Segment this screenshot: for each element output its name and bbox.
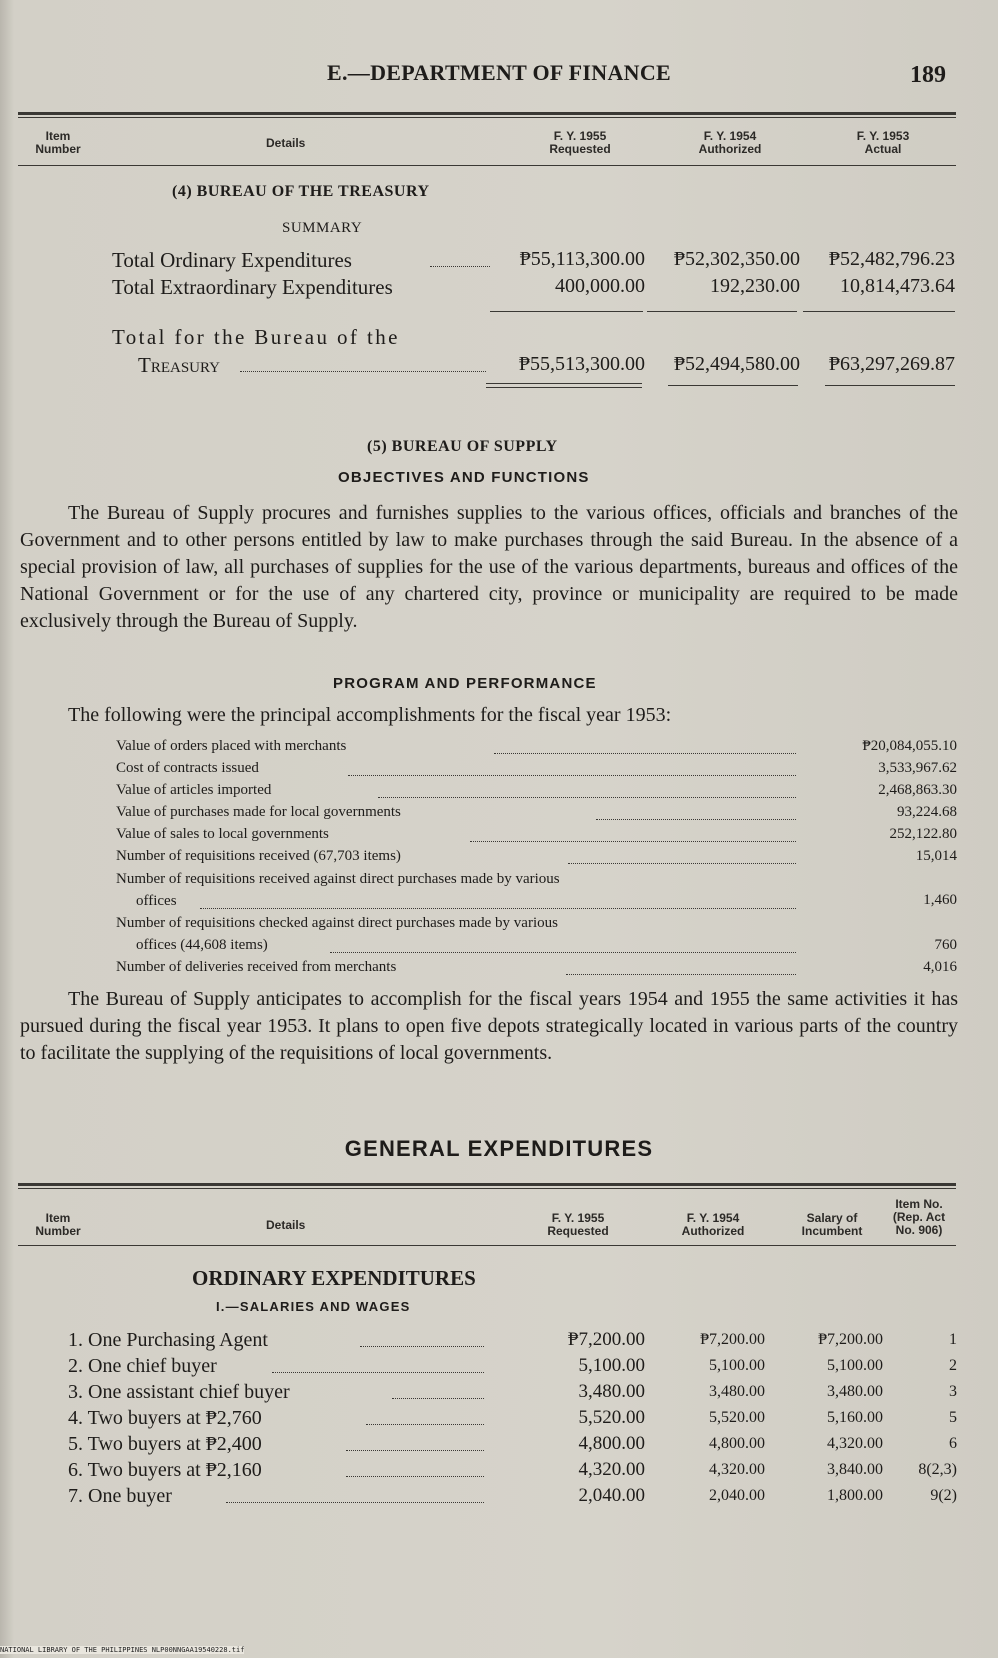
salary-item-label: 4. Two buyers at ₱2,760 (68, 1407, 262, 1429)
sum-rule (647, 311, 797, 312)
leader-dots (200, 908, 796, 909)
salary-item-v2: 4,320.00 (709, 1461, 765, 1478)
salary-item-v2: 3,480.00 (709, 1383, 765, 1400)
salary-item-v1: 5,520.00 (578, 1407, 645, 1428)
leader-dots (366, 1424, 484, 1425)
salary-item-v3: 5,100.00 (827, 1357, 883, 1374)
scan-footer: NATIONAL LIBRARY OF THE PHILIPPINES NLP00NNGAA19540228.tif (0, 1646, 245, 1654)
gen-header-rule-bottom (18, 1245, 956, 1246)
col-fy1955 (530, 130, 630, 156)
salary-item-v4: 2 (949, 1357, 957, 1374)
salary-item-v4: 5 (949, 1409, 957, 1426)
leader-dots (348, 775, 796, 776)
gen-col-item-number (28, 1212, 88, 1238)
treasury-row-v2: ₱52,302,350.00 (673, 248, 800, 270)
col-fy1955-sub: Requested (549, 142, 611, 156)
accomplishment-label: Number of requisitions received (67,703 items) (116, 848, 401, 864)
leader-dots (240, 371, 486, 372)
gen-col-fy1954 (663, 1212, 763, 1238)
gen-col-item-no (877, 1198, 961, 1237)
double-rule (668, 385, 798, 386)
salary-item-v2: 5,100.00 (709, 1357, 765, 1374)
salary-item-v2: 2,040.00 (709, 1487, 765, 1504)
accomplishment-label: Number of requisitions checked against direct purchases made by various (116, 915, 558, 931)
gen-col-fy1954-year: F. Y. 1954 (686, 1211, 740, 1225)
accomplishment-value: 2,468,863.30 (878, 782, 957, 798)
gen-col-fy1955-year: F. Y. 1955 (551, 1211, 605, 1225)
leader-dots (330, 952, 796, 953)
treasury-total-label: Total for the Bureau of the (112, 325, 400, 349)
gen-col-item-label: Item (45, 1211, 71, 1225)
gen-header-rule-top (18, 1183, 956, 1186)
treasury-title: (4) BUREAU OF THE TREASURY (172, 183, 430, 200)
header-rule-top-thin (18, 117, 956, 118)
col-fy1953-year: F. Y. 1953 (856, 129, 910, 143)
salary-item-v2: 4,800.00 (709, 1435, 765, 1452)
leader-dots (346, 1476, 484, 1477)
salary-item-v3: 1,800.00 (827, 1487, 883, 1504)
leader-dots (470, 841, 796, 842)
treasury-total-label-2: Treasury (138, 353, 221, 377)
salary-item-v3: 4,320.00 (827, 1435, 883, 1452)
gen-col-salary-top: Salary of (806, 1211, 858, 1225)
salary-item-v3: 3,480.00 (827, 1383, 883, 1400)
col-details: Details (266, 136, 306, 150)
salary-item-v3: 5,160.00 (827, 1409, 883, 1426)
accomplishment-value: 1,460 (923, 892, 957, 908)
salaries-heading: I.—SALARIES AND WAGES (216, 1299, 411, 1314)
salary-item-v4: 8(2,3) (918, 1461, 957, 1478)
gen-col-number-label: Number (35, 1224, 81, 1238)
gen-col-item-no-sub: No. 906) (895, 1223, 943, 1237)
leader-dots (226, 1502, 484, 1503)
col-fy1954-year: F. Y. 1954 (703, 129, 757, 143)
leader-dots (568, 863, 796, 864)
treasury-row-label: Total Ordinary Expenditures (112, 248, 352, 272)
accomplishment-value: 15,014 (915, 848, 957, 864)
supply-title: (5) BUREAU OF SUPPLY (367, 438, 558, 455)
gen-col-item-no-mid: (Rep. Act (892, 1210, 946, 1224)
sum-rule (490, 311, 643, 312)
treasury-row-v1: 400,000.00 (555, 275, 645, 297)
double-rule (486, 383, 642, 384)
program-heading: PROGRAM AND PERFORMANCE (333, 675, 597, 692)
accomplishment-label: Number of requisitions received against direct purchases made by various (116, 871, 560, 887)
general-expenditures-title: GENERAL EXPENDITURES (344, 1136, 654, 1161)
salary-item-label: 1. One Purchasing Agent (68, 1329, 268, 1351)
accomplishment-value: 252,122.80 (889, 826, 957, 842)
treasury-row-label: Total Extraordinary Expenditures (112, 275, 393, 299)
gen-col-fy1954-sub: Authorized (681, 1224, 745, 1238)
double-rule (825, 385, 955, 386)
leader-dots (392, 1398, 484, 1399)
page-number: 189 (910, 62, 946, 88)
gen-col-salary (782, 1212, 882, 1238)
col-fy1954 (680, 130, 780, 156)
gen-col-details: Details (266, 1218, 306, 1232)
accomplishment-label-cont: offices (136, 893, 177, 909)
col-number-label: Number (35, 142, 81, 156)
ordinary-expenditures-heading: ORDINARY EXPENDITURES (192, 1266, 476, 1290)
salary-item-label: 5. Two buyers at ₱2,400 (68, 1433, 262, 1455)
accomplishment-label: Cost of contracts issued (116, 760, 259, 776)
gen-header-rule-top-thin (18, 1188, 956, 1189)
salary-item-v4: 9(2) (930, 1487, 957, 1504)
salary-item-label: 3. One assistant chief buyer (68, 1381, 290, 1403)
col-item-label: Item (45, 129, 71, 143)
header-rule-bottom (18, 165, 956, 166)
leader-dots (378, 797, 796, 798)
leader-dots (596, 819, 796, 820)
treasury-row-v1: ₱55,113,300.00 (519, 248, 645, 270)
col-item-number (28, 130, 88, 156)
salary-item-label: 6. Two buyers at ₱2,160 (68, 1459, 262, 1481)
leader-dots (360, 1346, 484, 1347)
leader-dots (272, 1372, 484, 1373)
double-rule (486, 387, 642, 388)
accomplishment-value: 760 (934, 937, 957, 953)
col-fy1953 (833, 130, 933, 156)
treasury-row-v2: 192,230.00 (710, 275, 800, 297)
objectives-paragraph: The Bureau of Supply procures and furnishes supplies to the various offices, officials and branches of the Government and to other persons entitled by law to make purchases through the said Bureau. In the absence of a special provision of law, all purchases of supplies for the use of the various departments, bureaus and offices of the National Government or for the use of any chartered city, province or municipality are required to be made exclusively through the Bureau of Supply. (20, 502, 958, 632)
gen-col-salary-sub: Incumbent (801, 1224, 863, 1238)
header-rule-top (18, 112, 956, 115)
accomplishment-label-cont: offices (44,608 items) (136, 937, 268, 953)
salary-item-v2: 5,520.00 (709, 1409, 765, 1426)
objectives-heading: OBJECTIVES AND FUNCTIONS (338, 469, 590, 486)
anticipation-paragraph: The Bureau of Supply anticipates to accomplish for the fiscal years 1954 and 1955 the same activities it has pursued during the fiscal year 1953. It plans to open five depots strategically located in various parts of the country to facilitate the supplying of the requisitions of local governments. (20, 988, 958, 1064)
col-fy1955-year: F. Y. 1955 (553, 129, 607, 143)
treasury-total-v2: ₱52,494,580.00 (673, 353, 800, 375)
salary-item-label: 2. One chief buyer (68, 1355, 217, 1377)
salary-item-v1: 4,800.00 (578, 1433, 645, 1454)
salary-item-v4: 1 (949, 1331, 957, 1348)
salary-item-v1: 4,320.00 (578, 1459, 645, 1480)
salary-item-v3: ₱7,200.00 (818, 1331, 883, 1348)
treasury-total-v1: ₱55,513,300.00 (518, 353, 645, 375)
gen-col-item-no-top: Item No. (895, 1197, 943, 1211)
accomplishment-value: 3,533,967.62 (878, 760, 957, 776)
running-head: E.—DEPARTMENT OF FINANCE (327, 60, 671, 85)
treasury-row-v3: ₱52,482,796.23 (828, 248, 955, 270)
salary-item-v1: 3,480.00 (578, 1381, 645, 1402)
salary-item-v4: 6 (949, 1435, 957, 1452)
salary-item-v4: 3 (949, 1383, 957, 1400)
salary-item-v1: 2,040.00 (578, 1485, 645, 1506)
accomplishment-value: 93,224.68 (897, 804, 957, 820)
col-fy1953-sub: Actual (864, 142, 902, 156)
treasury-total-v3: ₱63,297,269.87 (828, 353, 955, 375)
sum-rule (803, 311, 955, 312)
gen-col-fy1955 (528, 1212, 628, 1238)
accomplishment-label: Number of deliveries received from merchants (116, 959, 397, 975)
salary-item-v3: 3,840.00 (827, 1461, 883, 1478)
accomplishment-label: Value of purchases made for local governments (116, 804, 401, 820)
treasury-summary: SUMMARY (282, 220, 363, 236)
accomplishment-label: Value of sales to local governments (116, 826, 329, 842)
leader-dots (494, 753, 796, 754)
leader-dots (430, 266, 490, 267)
salary-item-v1: ₱7,200.00 (567, 1329, 645, 1350)
accomplishment-value: ₱20,084,055.10 (862, 738, 957, 754)
accomplishment-label: Value of orders placed with merchants (116, 738, 347, 754)
leader-dots (566, 974, 796, 975)
gen-col-fy1955-sub: Requested (547, 1224, 609, 1238)
salary-item-v2: ₱7,200.00 (700, 1331, 765, 1348)
salary-item-v1: 5,100.00 (578, 1355, 645, 1376)
accomplishment-label: Value of articles imported (116, 782, 272, 798)
program-intro: The following were the principal accomplishments for the fiscal year 1953: (68, 704, 672, 726)
salary-item-label: 7. One buyer (68, 1485, 172, 1507)
col-fy1954-sub: Authorized (698, 142, 762, 156)
treasury-row-v3: 10,814,473.64 (840, 275, 955, 297)
accomplishment-value: 4,016 (923, 959, 957, 975)
leader-dots (346, 1450, 484, 1451)
